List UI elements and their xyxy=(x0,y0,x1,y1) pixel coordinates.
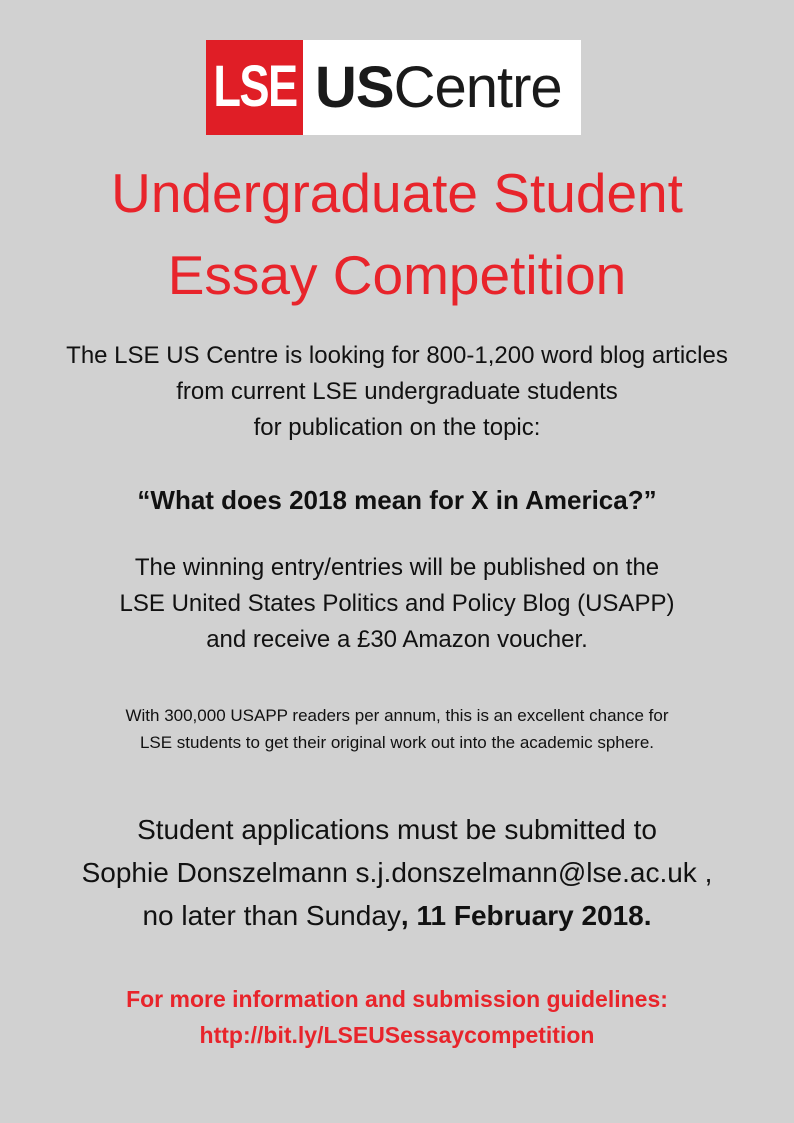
centre-wordmark-text: Centre xyxy=(393,54,562,120)
prize-line-1: The winning entry/entries will be published on the xyxy=(134,554,660,581)
readership-line-1: With 300,000 USAPP readers per annum, this is an excellent chance for xyxy=(125,706,669,725)
readership-line-2: LSE students to get their original work out into the academic sphere. xyxy=(139,733,655,752)
intro-paragraph xyxy=(0,338,794,446)
submission-line-2: Sophie Donszelmann s.j.donszelmann@lse.ac.uk , xyxy=(81,857,713,888)
submission-line-3 xyxy=(0,894,794,937)
intro-line-3: for publication on the topic: xyxy=(253,414,541,441)
more-info-section xyxy=(0,981,794,1053)
readership-paragraph xyxy=(0,702,794,756)
us-centre-wordmark xyxy=(303,40,581,135)
lse-logo-text: LSE xyxy=(212,53,297,119)
deadline-prefix: no later than Sunday xyxy=(142,900,401,931)
title-line-1: Undergraduate Student xyxy=(111,162,683,224)
submission-paragraph xyxy=(0,808,794,937)
page-title xyxy=(0,152,794,316)
submission-line-1: Student applications must be submitted to xyxy=(137,814,657,845)
prize-paragraph xyxy=(0,550,794,658)
prize-line-2: LSE United States Politics and Policy Blog (USAPP) xyxy=(119,590,675,617)
prize-line-3: and receive a £30 Amazon voucher. xyxy=(206,626,588,653)
us-wordmark-text: US xyxy=(315,54,394,120)
lse-us-centre-logo xyxy=(206,40,581,135)
intro-line-1: The LSE US Centre is looking for 800-1,200 word blog articles xyxy=(66,342,728,369)
intro-line-2: from current LSE undergraduate students xyxy=(176,378,618,405)
title-line-2: Essay Competition xyxy=(167,244,627,306)
deadline-date: , 11 February 2018. xyxy=(400,900,652,931)
lse-logo-block xyxy=(206,40,303,135)
more-info-line: For more information and submission guidelines: xyxy=(126,986,668,1012)
competition-link[interactable]: http://bit.ly/LSEUSessaycompetition xyxy=(199,1022,595,1048)
essay-question: “What does 2018 mean for X in America?” xyxy=(137,485,657,515)
